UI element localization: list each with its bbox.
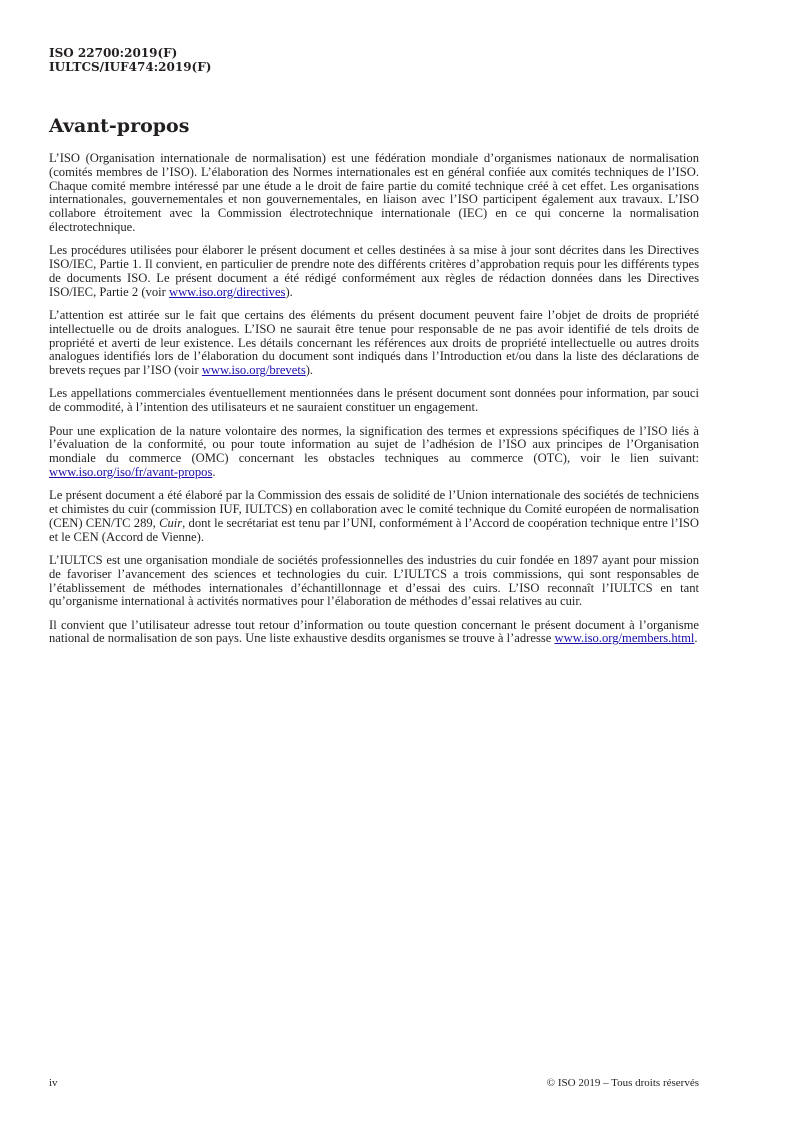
- paragraph-feedback: Il convient que l’utilisateur adresse tout retour d’information ou toute question concernant le présent document à l’organisme national de normalisation de son pays. Une liste exhaustive desdits organismes se trouve à l’adresse www.iso.org/members.html.: [49, 617, 699, 646]
- paragraph-prepared-by: Le présent document a été élaboré par la Commission des essais de solidité de l’Union internationale des sociétés de techniciens et chimistes du cuir (commission IUF, IULTCS) en collaboration avec le comité technique du Comité européen de normalisation (CEN) CEN/TC 289, Cuir, dont le secrétariat est tenu par l’UNI, conformément à l’Accord de coopération technique entre l’ISO et le CEN (Accord de Vienne).: [49, 488, 699, 544]
- page-number: iv: [49, 1077, 58, 1089]
- document-identifier: [49, 46, 211, 74]
- doc-id-iso: ISO 22700:2019(F): [49, 46, 178, 60]
- link-members[interactable]: www.iso.org/members.html: [554, 631, 695, 646]
- link-brevets[interactable]: www.iso.org/brevets: [201, 363, 306, 378]
- paragraph-voluntary-nature: Pour une explication de la nature volontaire des normes, la signification des termes et expressions spécifiques de l’ISO liés à l’évaluation de la conformité, ou pour toute information au sujet de l’adhésion de l’ISO aux principes de l’Organisation mondiale du commerce (OMC) concernant les obstacles techniques au commerce (OTC), voir le lien suivant: www.iso.org/iso/fr/avant-propos.: [49, 423, 699, 479]
- copyright-notice: © ISO 2019 – Tous droits réservés: [546, 1077, 699, 1089]
- link-directives[interactable]: www.iso.org/directives: [168, 284, 286, 299]
- paragraph-iso-description: L’ISO (Organisation internationale de normalisation) est une fédération mondiale d’organismes nationaux de normalisation (comités membres de l’ISO). L’élaboration des Normes internationales est en général confiée aux comités techniques de l’ISO. Chaque comité membre intéressé par une étude a le droit de faire partie du comité technique créé à cet effet. Les organisations internationales, gouvernementales et non gouvernementales, en liaison avec l’ISO participent également aux travaux. L’ISO collabore étroitement avec la Commission électrotechnique internationale (IEC) en ce qui concerne la normalisation électrotechnique.: [49, 151, 699, 234]
- doc-id-iultcs: IULTCS/IUF474:2019(F): [49, 60, 212, 74]
- link-avant-propos[interactable]: www.iso.org/iso/fr/avant-propos: [49, 464, 213, 479]
- paragraph-iultcs: L’IULTCS est une organisation mondiale de sociétés professionnelles des industries du cuir fondée en 1897 ayant pour mission de favoriser l’avancement des sciences et technologies du cuir. L’IULTCS a trois commissions, qui sont responsables de l’établissement de méthodes internationales d’échantillonnage et d’essai des cuirs. L’ISO reconnaît l’IULTCS en tant qu’organisme international à activités normatives pour l’élaboration de méthodes d’essai relatives au cuir.: [49, 552, 699, 609]
- page-title: Avant-propos: [49, 115, 190, 137]
- committee-title-cuir: Cuir: [159, 515, 183, 530]
- foreword-body: [49, 152, 699, 656]
- paragraph-patents: L’attention est attirée sur le fait que certains des éléments du présent document peuvent faire l’objet de droits de propriété intellectuelle ou de droits analogues. L’ISO ne saurait être tenue pour responsable de ne pas avoir identifié de tels droits de propriété et averti de leur existence. Les détails concernant les références aux droits de propriété intellectuelle ou autres droits analogues identifiés lors de l’élaboration du document sont indiqués dans l’Introduction et/ou dans la liste des déclarations de brevets reçues par l’ISO (voir www.iso.org/brevets).: [49, 307, 699, 378]
- paragraph-trade-names: Les appellations commerciales éventuellement mentionnées dans le présent document sont données pour information, par souci de commodité, à l’intention des utilisateurs et ne sauraient constituer un engagement.: [49, 386, 699, 415]
- paragraph-procedures: Les procédures utilisées pour élaborer le présent document et celles destinées à sa mise à jour sont décrites dans les Directives ISO/IEC, Partie 1. Il convient, en particulier de prendre note des différents critères d’approbation requis pour les différents types de documents ISO. Le présent document a été rédigé conformément aux règles de rédaction données dans les Directives ISO/IEC, Partie 2 (voir www.iso.org/directives).: [49, 243, 699, 299]
